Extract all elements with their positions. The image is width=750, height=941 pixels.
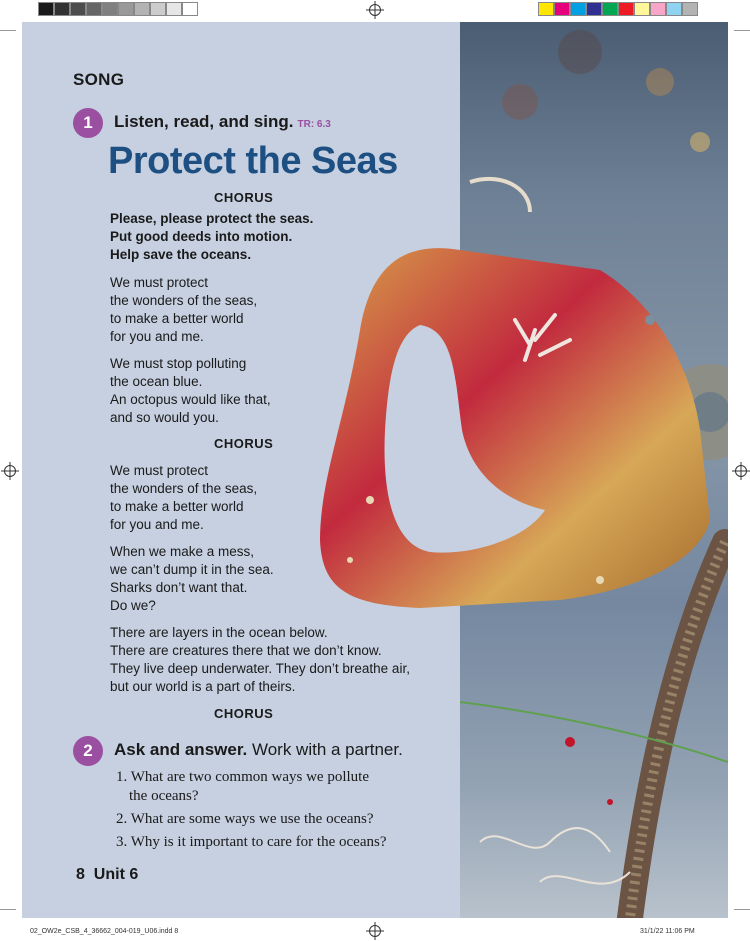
slug-filename: 02_OW2e_CSB_4_36662_004-019_U06.indd 8 [30,928,179,935]
color-swatch [554,2,570,16]
verse-1 [110,274,257,346]
registration-mark-top [369,4,381,16]
color-swatch [666,2,682,16]
lyric-line: Please, please protect the seas. [110,211,314,226]
slug-date: 31/1/22 11:06 PM [640,928,695,935]
gray-swatch [102,2,118,16]
chorus-label: CHORUS [214,190,274,205]
unit-label: Unit 6 [93,866,139,883]
question-number: 3. [116,834,128,850]
lyric-line: but our world is a part of theirs. [110,679,296,694]
color-swatch-bar [538,2,698,16]
crop-mark [0,30,16,31]
gray-swatch [86,2,102,16]
gray-swatch [182,2,198,16]
activity-number-badge: 2 [73,736,103,766]
lyric-line: for you and me. [110,329,204,344]
verse-5 [110,624,410,696]
lyric-line: Sharks don’t want that. [110,580,248,595]
lyric-line: We must protect [110,463,209,478]
gray-swatch [118,2,134,16]
activity2-instruction-bold: Ask and answer. [114,740,248,759]
lyric-line: the wonders of the seas, [110,481,258,496]
color-swatch [586,2,602,16]
lyric-line: When we make a mess, [110,544,255,559]
activity2-instruction-rest: Work with a partner. [251,740,403,759]
registration-mark-right [735,465,747,477]
color-swatch [634,2,650,16]
song-title: Protect the Seas [108,140,398,182]
question-text: What are some ways we use the oceans? [130,811,374,827]
soda-can-tab-photo [460,22,728,918]
lyric-line: They live deep underwater. They don’t breathe air, [110,661,410,676]
verse-4 [110,543,274,615]
color-swatch [602,2,618,16]
lyric-line: the wonders of the seas, [110,293,258,308]
question-text-continued: the oceans? [129,788,199,804]
question-text: What are two common ways we pollute [130,769,369,785]
color-swatch [538,2,554,16]
color-swatch [682,2,698,16]
page-footer [76,866,138,884]
track-number: TR: 6.3 [297,119,331,130]
crop-mark [734,909,750,910]
verse-2 [110,355,271,427]
chorus-label: CHORUS [214,436,274,451]
color-swatch [570,2,586,16]
gray-swatch [54,2,70,16]
crop-mark [0,909,16,910]
lyric-line: There are layers in the ocean below. [110,625,328,640]
activity-number-badge: 1 [73,108,103,138]
activity2-instruction [114,740,403,760]
lyric-line: There are creatures there that we don’t know. [110,643,382,658]
lyric-line: we can’t dump it in the sea. [110,562,274,577]
lyric-line: Do we? [110,598,156,613]
registration-mark-left [4,465,16,477]
question-text: Why is it important to care for the oceans? [130,834,387,850]
verse-3 [110,462,257,534]
gray-swatch [70,2,86,16]
gray-swatch [38,2,54,16]
lyric-line: An octopus would like that, [110,392,271,407]
question-number: 2. [116,811,128,827]
lyric-line: to make a better world [110,311,244,326]
color-swatch [650,2,666,16]
gray-swatch [150,2,166,16]
lyric-line: to make a better world [110,499,244,514]
crop-mark [734,30,750,31]
gray-swatch [166,2,182,16]
lyric-line: and so would you. [110,410,219,425]
lyric-line: We must stop polluting [110,356,247,371]
registration-mark-bottom [369,925,381,937]
chorus-label: CHORUS [214,706,274,721]
color-swatch [618,2,634,16]
question-item [116,833,386,852]
question-item [116,810,386,829]
section-label: SONG [73,70,125,89]
page-number: 8 [76,866,85,883]
question-item [116,768,386,806]
lyric-line: We must protect [110,275,209,290]
lyric-line: Put good deeds into motion. [110,229,293,244]
activity1-instruction [114,112,331,132]
question-number: 1. [116,769,128,785]
activity1-instruction-text: Listen, read, and sing. [114,112,294,131]
chorus-lyrics [110,210,313,264]
lyric-line: for you and me. [110,517,204,532]
gray-swatch-bar [38,2,198,16]
lyric-line: Help save the oceans. [110,247,252,262]
question-list [116,768,386,856]
gray-swatch [134,2,150,16]
lyric-line: the ocean blue. [110,374,203,389]
